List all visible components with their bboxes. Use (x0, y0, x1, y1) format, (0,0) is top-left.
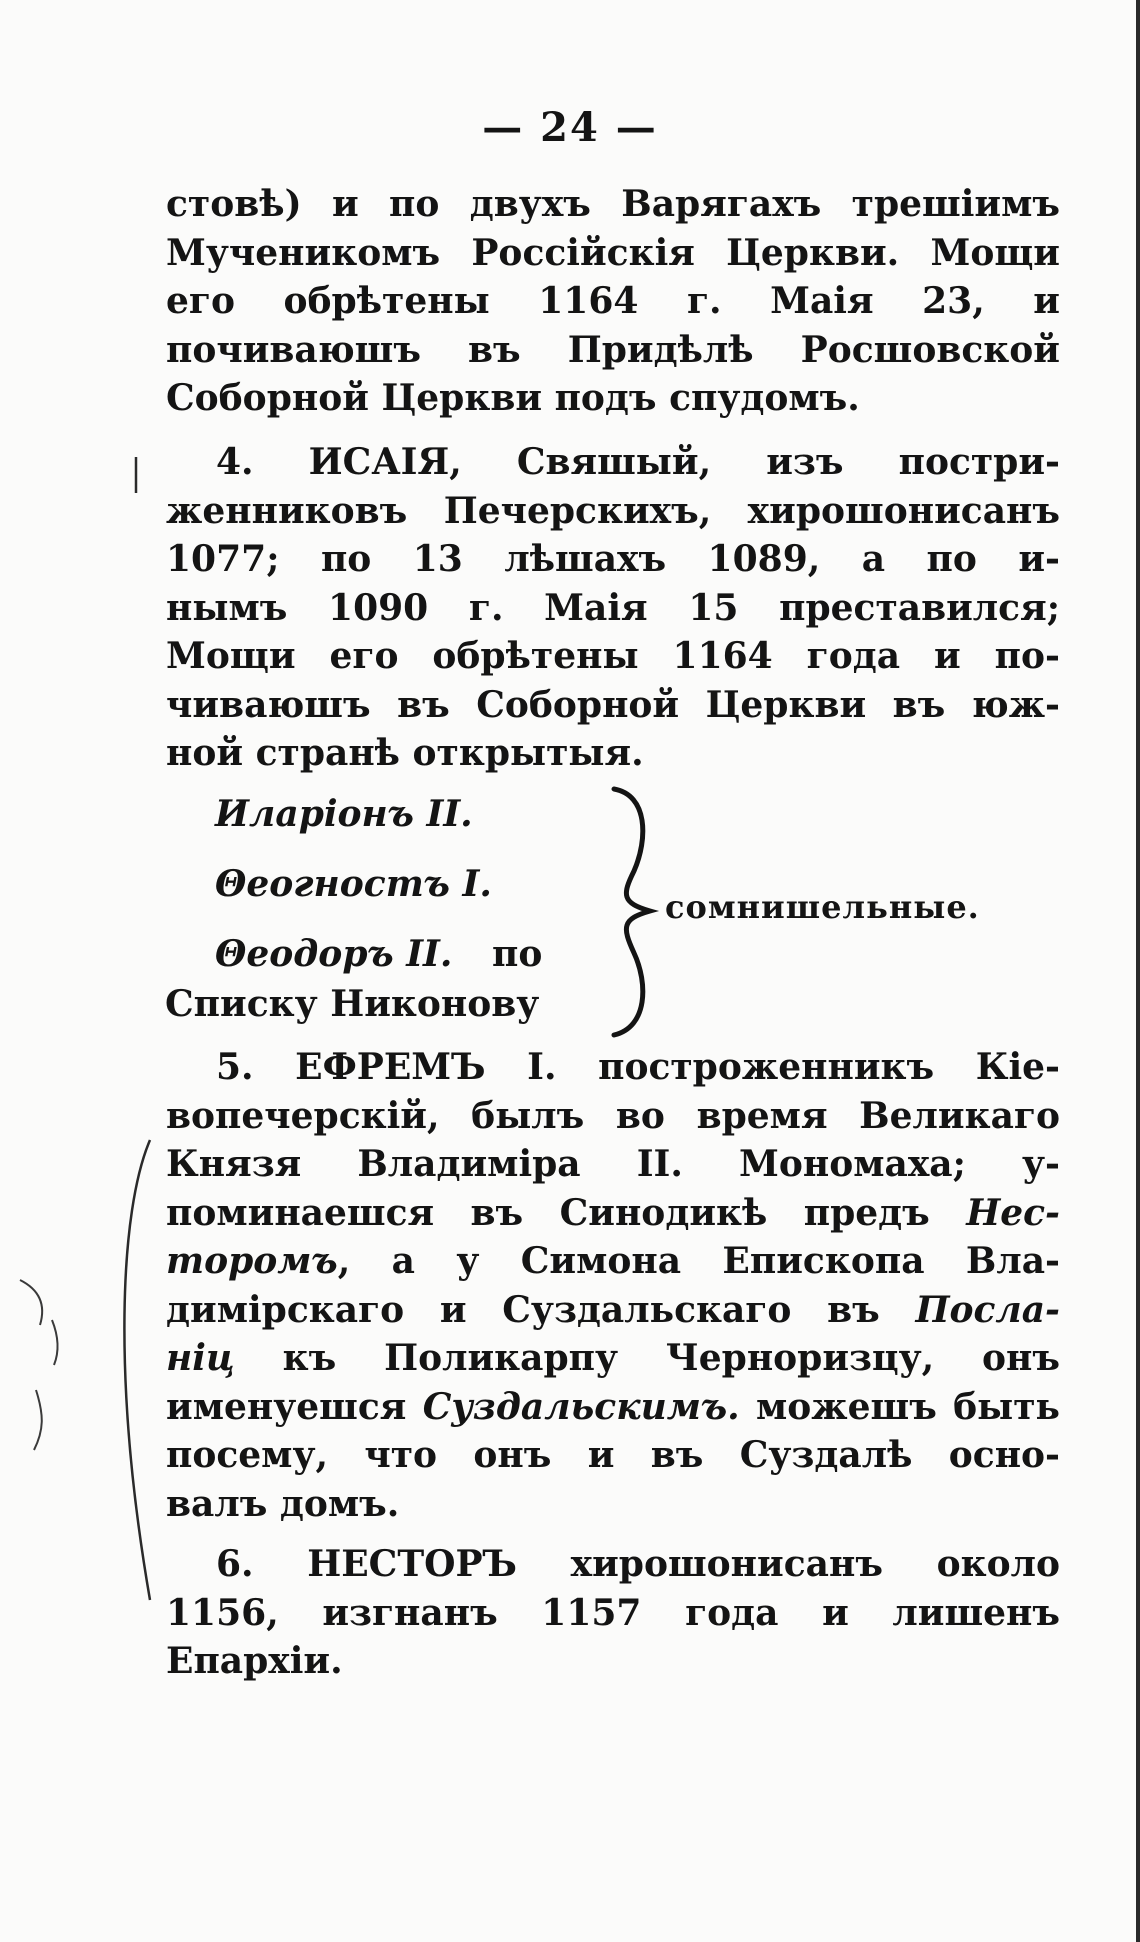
text-line (166, 1286, 1060, 1335)
paragraph-4-isaiah (166, 438, 1060, 778)
italic-name: Суздальскимъ. (422, 1385, 740, 1428)
italic-name: Нес- (966, 1191, 1060, 1234)
doubtful-name: Иларіонъ II. (215, 793, 473, 835)
text-line: Мощи его обрѣтены 1164 года и по- (166, 635, 1060, 677)
text-line: 1077; по 13 лѣшахъ 1089, а по и- (166, 538, 1060, 580)
page-number: — 24 — (482, 104, 658, 151)
text-span: именуешся (166, 1385, 423, 1428)
italic-title: Посла- (915, 1288, 1060, 1331)
text-line: стовѣ) и по двухъ Варягахъ трешіимъ (166, 183, 1060, 225)
doubtful-name: Θеодоръ II. (215, 933, 453, 975)
text-line: 1156, изгнанъ 1157 года и лишенъ (166, 1591, 1060, 1634)
text-span: можешъ быть (739, 1385, 1060, 1428)
text-line: валъ домъ. (166, 1482, 400, 1525)
italic-title: ніц (166, 1337, 235, 1379)
margin-bracket-icon (0, 1130, 180, 1610)
text-line: Мученикомъ Россійскія Церкви. Мощи (166, 231, 1060, 274)
text-line: женниковъ Печерскихъ, хирошонисанъ (166, 489, 1060, 532)
text-line (166, 1189, 1060, 1238)
text-line: ной странѣ открытыя. (166, 732, 644, 774)
text-span: димірскаго и Суздальскаго въ (166, 1288, 916, 1331)
text-line (166, 1237, 1060, 1286)
text-line: Епархіи. (166, 1640, 343, 1682)
text-line (166, 1334, 1060, 1383)
doubtful-name: Θеогностъ I. (215, 863, 492, 905)
doubtful-name-note: по (492, 933, 543, 975)
paragraph-5-efrem (166, 1043, 1060, 1528)
text-line: 4. ИСАІЯ, Свяшый, изъ постри- (216, 441, 1060, 483)
margin-tick-icon (128, 455, 148, 495)
text-line: вопечерскій, былъ во время Великаго (166, 1094, 1060, 1137)
paragraph-continuation (166, 180, 1060, 423)
text-line: посему, что онъ и въ Суздалѣ осно- (166, 1434, 1060, 1476)
text-line: 5. ЕФРЕМЪ I. построженникъ Кіе- (216, 1046, 1060, 1088)
doubtful-label: сомнишельные. (665, 888, 980, 926)
text-line: почиваюшъ въ Придѣлѣ Росшовской (166, 328, 1060, 371)
curly-brace-icon (600, 783, 660, 1043)
doubtful-name-note: Списку Никонову (165, 983, 540, 1025)
paragraph-6-nestor (166, 1540, 1060, 1686)
text-line: Соборной Церкви подъ спудомъ. (166, 377, 860, 419)
doubtful-names-group (160, 783, 1060, 1043)
text-span: , а у Симона Епископа Вла- (337, 1240, 1060, 1282)
text-line: нымъ 1090 г. Маія 15 преставился; (166, 586, 1060, 629)
page-edge (1136, 0, 1140, 1942)
text-line: чиваюшъ въ Соборной Церкви въ юж- (166, 683, 1060, 726)
text-span: къ Поликарпу Черноризцу, онъ (234, 1337, 1060, 1379)
text-line: Князя Владиміра II. Мономаха; у- (166, 1143, 1060, 1185)
italic-name: торомъ (166, 1240, 338, 1282)
text-span: поминаешся въ Синодикѣ предъ (166, 1191, 967, 1234)
text-line (166, 1383, 1060, 1432)
text-line: его обрѣтены 1164 г. Маія 23, и (166, 280, 1060, 322)
text-line: 6. НЕСТОРЪ хирошонисанъ около (216, 1543, 1060, 1585)
